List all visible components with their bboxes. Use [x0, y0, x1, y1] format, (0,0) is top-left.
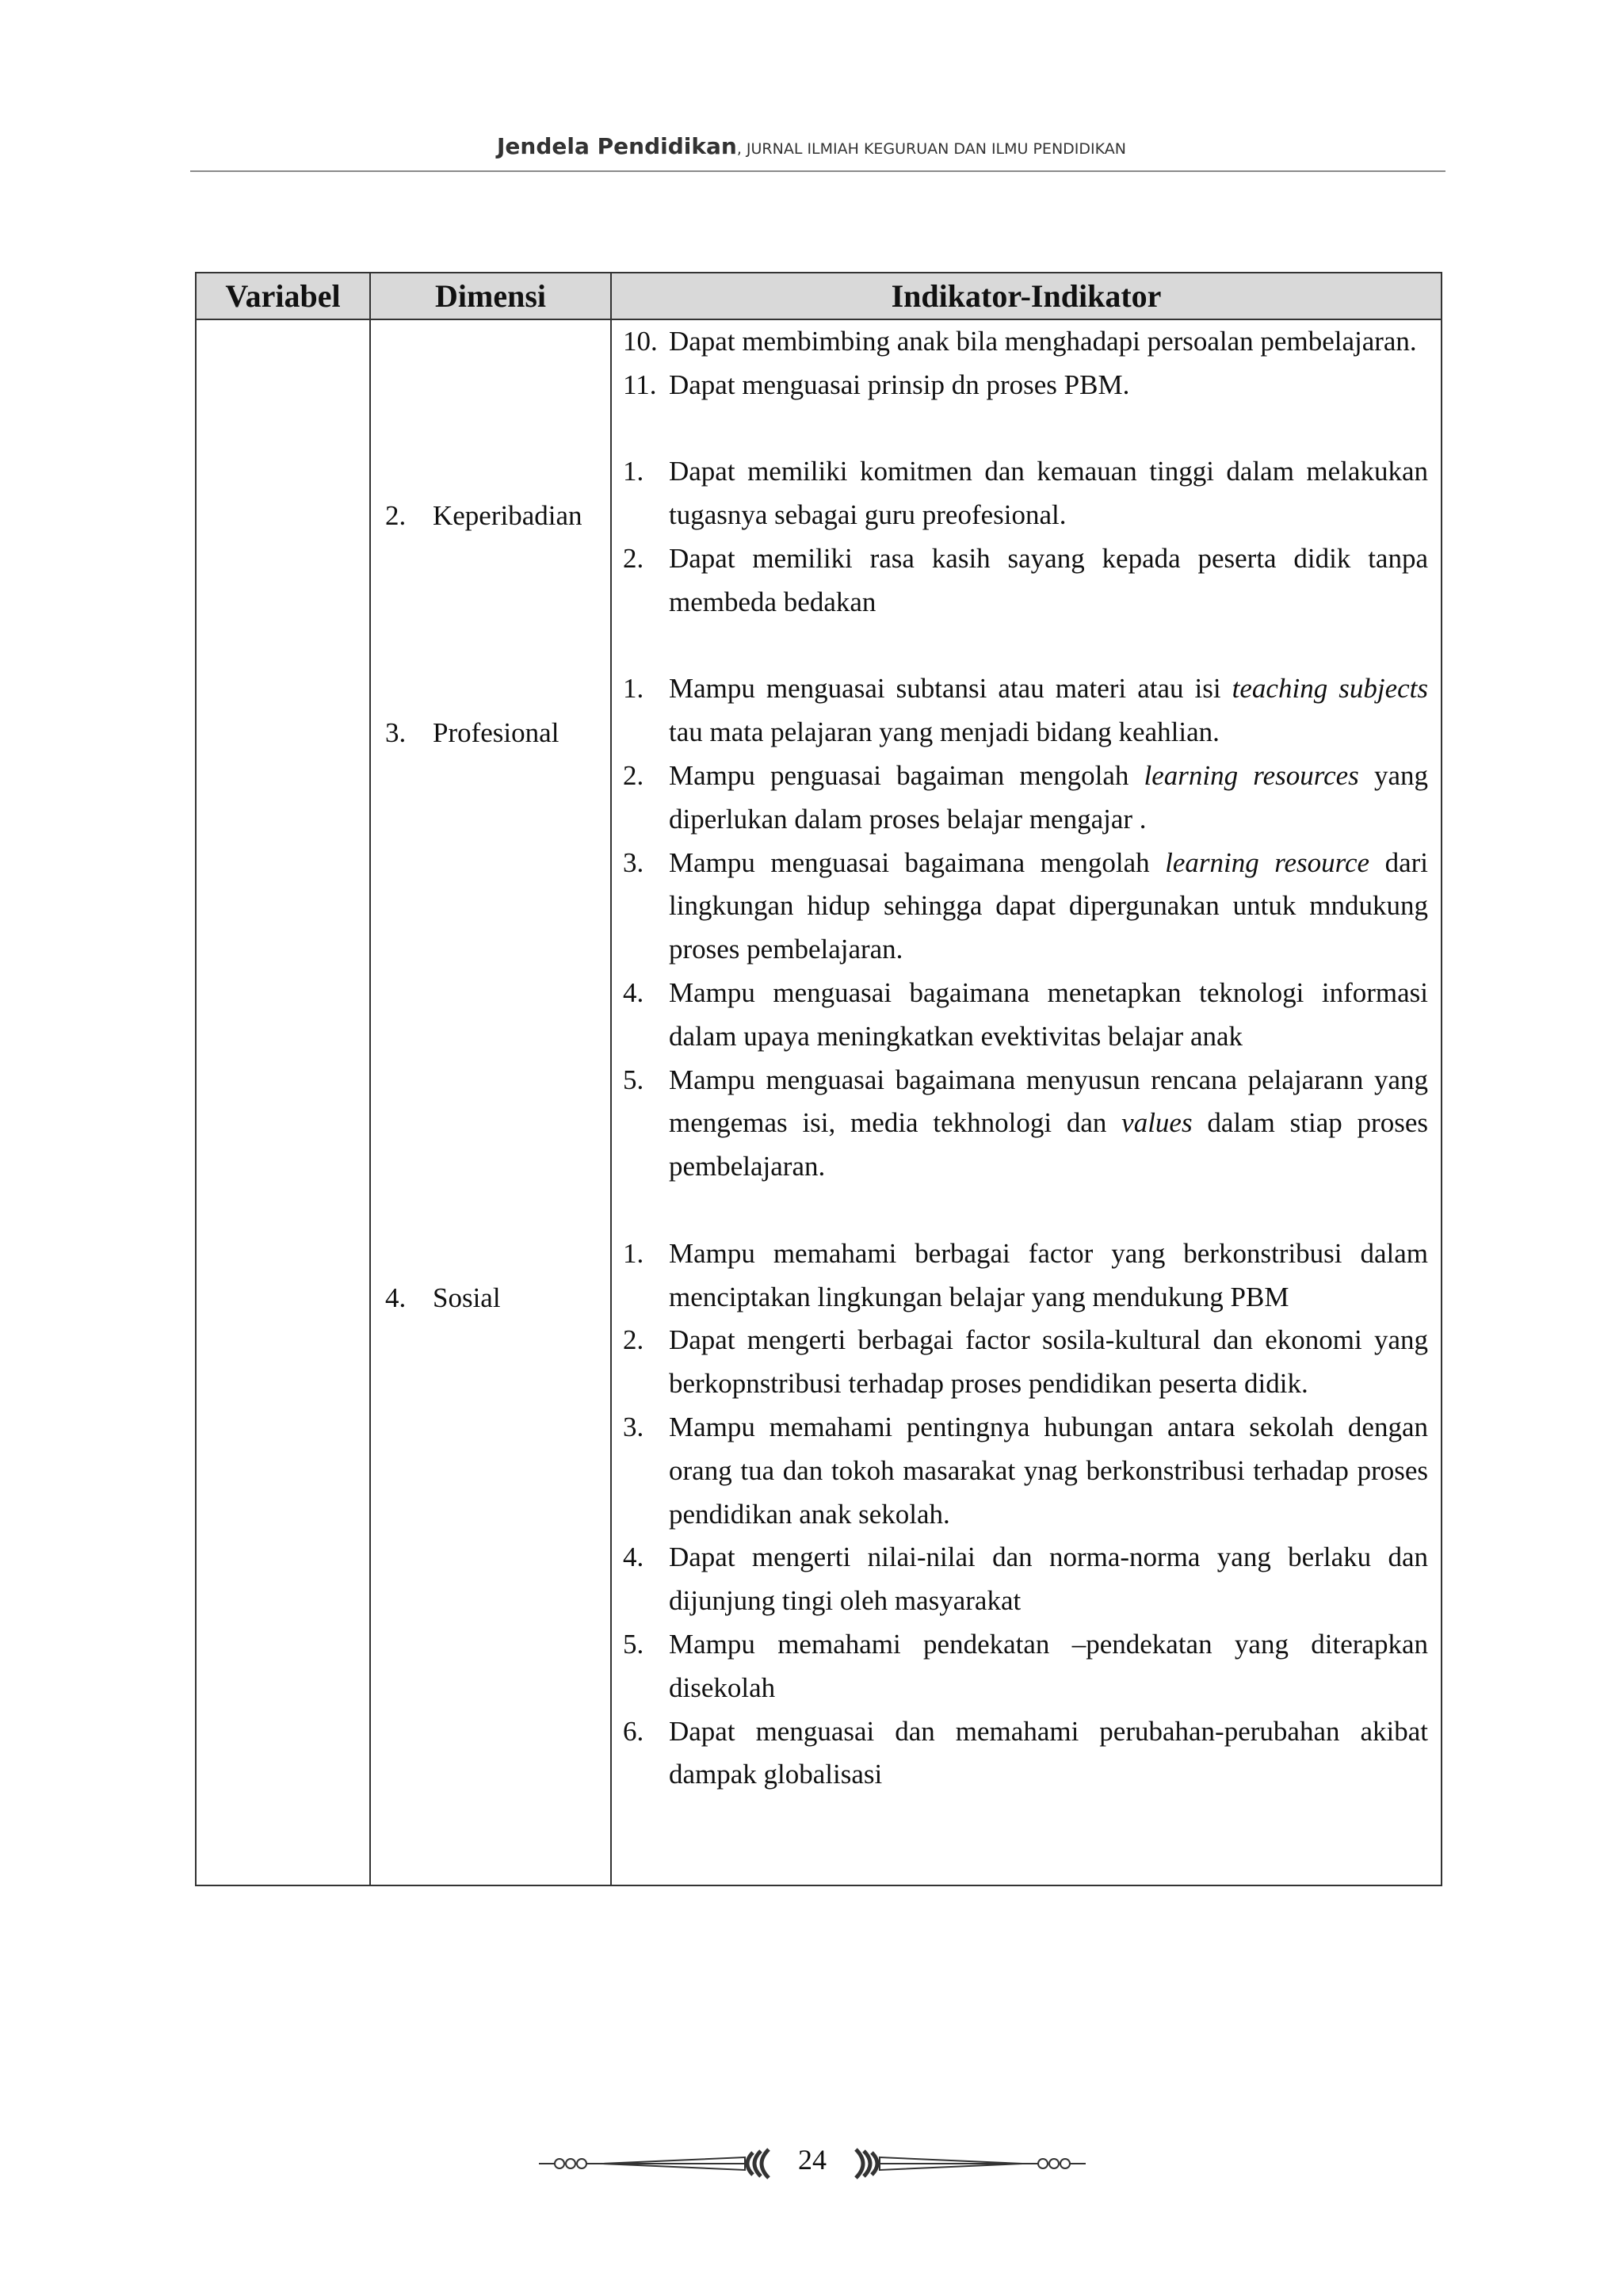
item-number: 2.: [623, 1324, 644, 1356]
list-item: [623, 1623, 1428, 1710]
item-number: 1.: [623, 1237, 644, 1269]
item-number: 6.: [623, 1715, 644, 1747]
item-text: Dapat menguasai prinsip dn proses PBM.: [669, 369, 1130, 400]
journal-name: Jendela Pendidikan: [497, 133, 737, 159]
list-item: [623, 1232, 1428, 1320]
dimension-name: Keperibadian: [433, 500, 582, 531]
item-text: Dapat memiliki komitmen dan kemauan tinggi dalam melakukan tugasnya sebagai guru preofesional.: [669, 456, 1428, 531]
item-text: Mampu menguasai bagaimana menetapkan teknologi informasi dalam upaya meningkatkan evektivitas belajar anak: [669, 976, 1428, 1052]
list-item: [623, 450, 1428, 537]
dimension-sosial: [385, 1276, 501, 1320]
item-text: Mampu menguasai bagaimana mengolah learning resource dari lingkungan hidup sehingga dapat dipergunakan untuk mndukung proses pembelajaran.: [669, 846, 1428, 965]
item-number: 3.: [623, 1411, 644, 1442]
column-header-variabel: Variabel: [225, 278, 341, 314]
column-divider: [610, 272, 612, 1886]
item-text: Mampu memahami pentingnya hubungan antara sekolah dengan orang tua dan tokoh masarakat ynag berkonstribusi terhadap proses pendidikan anak sekolah.: [669, 1411, 1428, 1530]
list-item: [623, 667, 1428, 755]
item-number: 5.: [623, 1628, 644, 1660]
column-header-dimensi: Dimensi: [435, 278, 546, 314]
item-number: 2.: [623, 542, 644, 574]
item-number: 11.: [623, 369, 657, 400]
item-text: Mampu memahami berbagai factor yang berkonstribusi dalam menciptakan lingkungan belajar yang mendukung PBM: [669, 1237, 1428, 1312]
list-item: [623, 1536, 1428, 1623]
list-item: [623, 972, 1428, 1059]
item-number: 1.: [623, 673, 644, 705]
list-item: [623, 1319, 1428, 1406]
column-divider: [369, 272, 371, 1886]
dimension-number: 4.: [385, 1282, 407, 1313]
item-text: Mampu menguasai subtansi atau materi atau isi teaching subjects tau mata pelajaran yang menjadi bidang keahlian.: [669, 673, 1428, 748]
list-item: [623, 755, 1428, 842]
item-text: Mampu memahami pendekatan –pendekatan yang diterapkan disekolah: [669, 1628, 1428, 1703]
dimension-name: Sosial: [433, 1282, 501, 1313]
dimension-profesional: [385, 711, 559, 755]
journal-subtitle: , JURNAL ILMIAH KEGURUAN DAN ILMU PENDIDIKAN: [736, 140, 1126, 158]
indicators-column: [623, 320, 1428, 1797]
item-text: Dapat membimbing anak bila menghadapi persoalan pembelajaran.: [669, 326, 1417, 357]
running-header: [0, 133, 1623, 159]
item-text: Dapat mengerti berbagai factor sosila-kultural dan ekonomi yang berkopnstribusi terhadap proses pendidikan peserta didik.: [669, 1324, 1428, 1400]
page-number: 24: [798, 2144, 827, 2176]
list-item: [623, 320, 1428, 364]
column-header-indikator: Indikator-Indikator: [891, 278, 1162, 314]
list-item: [623, 1710, 1428, 1797]
item-text: Mampu penguasai bagaiman mengolah learning resources yang diperlukan dalam proses belajar mengajar .: [669, 759, 1429, 835]
list-item: [623, 842, 1428, 972]
list-item: [623, 1059, 1428, 1189]
dimension-keperibadian: [385, 494, 582, 537]
item-text: Dapat menguasai dan memahami perubahan-perubahan akibat dampak globalisasi: [669, 1715, 1428, 1790]
dimension-name: Profesional: [433, 717, 559, 748]
item-number: 2.: [623, 759, 644, 791]
dimension-number: 2.: [385, 500, 407, 531]
item-number: 3.: [623, 846, 644, 878]
indicator-group-keperibadian: [623, 450, 1428, 624]
indicator-group-sosial: [623, 1232, 1428, 1797]
list-item: [623, 1406, 1428, 1536]
item-text: Dapat mengerti nilai-nilai dan norma-norma yang berlaku dan dijunjung tingi oleh masyarakat: [669, 1541, 1428, 1617]
item-number: 4.: [623, 1541, 644, 1573]
indicator-group-profesional: [623, 667, 1428, 1189]
item-number: 1.: [623, 456, 644, 487]
item-number: 5.: [623, 1064, 644, 1095]
indicator-group-continued: [623, 320, 1428, 407]
list-item: [623, 537, 1428, 625]
item-number: 10.: [623, 326, 658, 357]
list-item: [623, 364, 1428, 407]
item-text: Mampu menguasai bagaimana menyusun rencana pelajarann yang mengemas isi, media tekhnologi dan values dalam stiap proses pembelajaran.: [669, 1064, 1428, 1182]
item-number: 4.: [623, 976, 644, 1008]
dimension-number: 3.: [385, 717, 407, 748]
item-text: Dapat memiliki rasa kasih sayang kepada peserta didik tanpa membeda bedakan: [669, 542, 1428, 617]
header-divider: [190, 170, 1445, 172]
